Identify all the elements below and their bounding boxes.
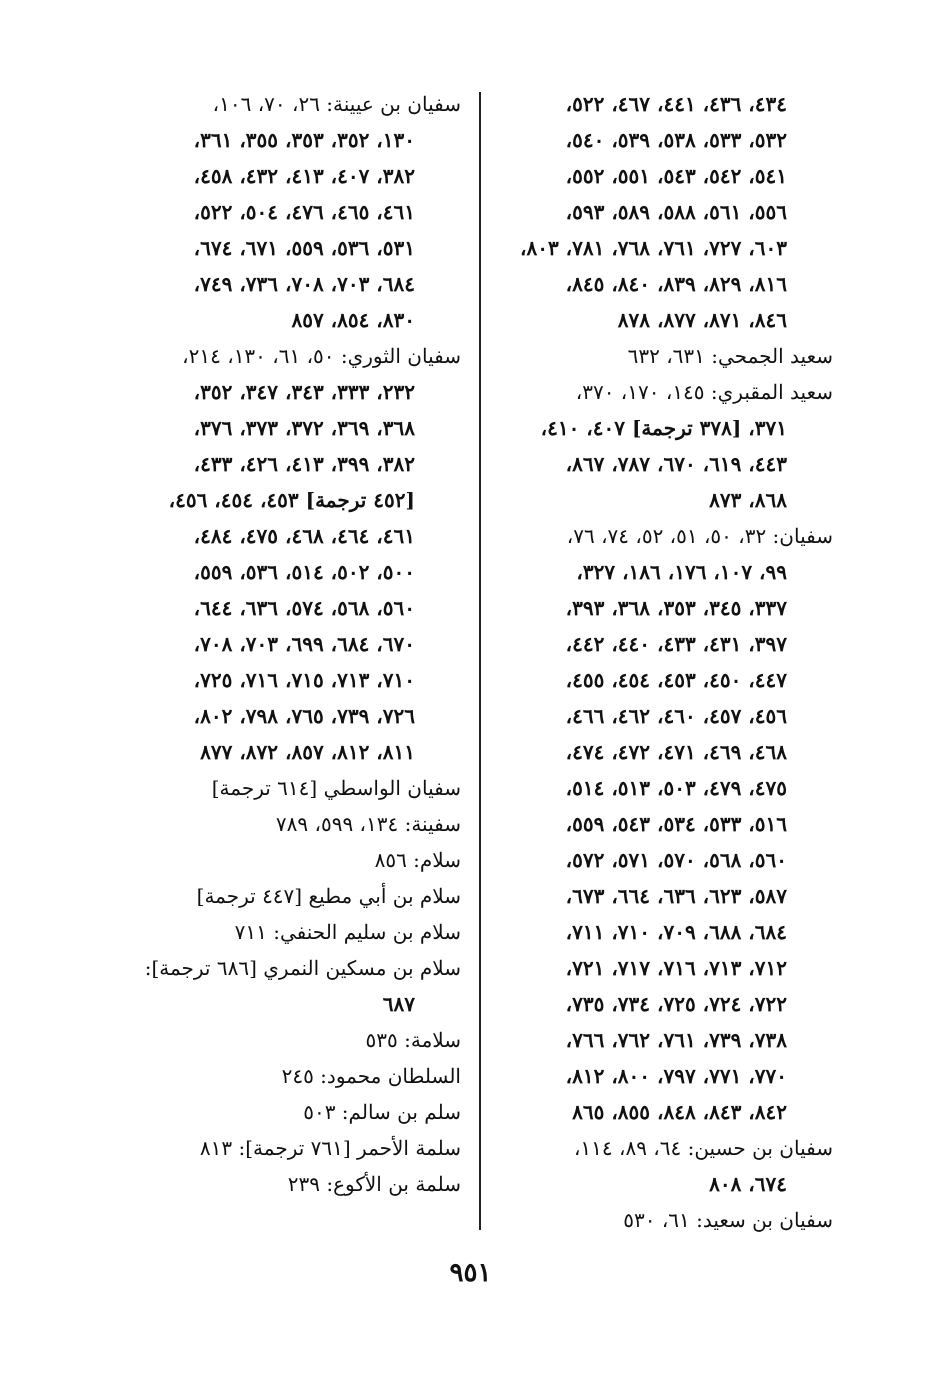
index-entry-continuation: ٤٦١، ٤٦٤، ٤٦٨، ٤٧٥، ٤٨٤، xyxy=(193,524,415,548)
index-entry-continuation: ٦٨٧ xyxy=(382,992,415,1016)
index-entry: سفيان الثوري: ٥٠، ٦١، ١٣٠، ٢١٤، xyxy=(182,344,461,368)
index-entry-continuation: ٦٧٠، ٦٨٤، ٦٩٩، ٧٠٣، ٧٠٨، xyxy=(193,632,415,656)
index-entry-continuation: ٤٤٧، ٤٥٠، ٤٥٣، ٤٥٤، ٤٥٥، xyxy=(565,668,787,692)
index-entry-continuation: ٥٣٢، ٥٣٣، ٥٣٨، ٥٣٩، ٥٤٠، xyxy=(565,128,787,152)
index-entry-continuation: ٤٤٣، ٦١٩، ٦٧٠، ٧٨٧، ٨٦٧، xyxy=(565,452,787,476)
index-entry-continuation: ٦٠٣، ٧٢٧، ٧٦١، ٧٦٨، ٧٨١، ٨٠٣، xyxy=(520,236,787,260)
index-column-left xyxy=(111,86,461,1202)
index-entry: سلام: ٨٥٦ xyxy=(374,848,461,872)
index-entry: سلام بن مسكين النمري [٦٨٦ ترجمة]: xyxy=(144,956,461,980)
index-entry: سلمة بن الأكوع: ٢٣٩ xyxy=(287,1172,461,1196)
index-entry-continuation: ٧٣٨، ٧٣٩، ٧٦١، ٧٦٢، ٧٦٦، xyxy=(565,1028,787,1052)
column-divider xyxy=(479,92,481,1230)
index-entry: سفيان بن عيينة: ٢٦، ٧٠، ١٠٦، xyxy=(212,92,461,116)
index-entry-continuation: ١٣٠، ٣٥٢، ٣٥٣، ٣٥٥، ٣٦١، xyxy=(193,128,415,152)
index-entry-continuation: ٤٣٤، ٤٣٦، ٤٤١، ٤٦٧، ٥٢٢، xyxy=(565,92,787,116)
index-entry: السلطان محمود: ٢٤٥ xyxy=(281,1064,461,1088)
index-entry: سلام بن أبي مطيع [٤٤٧ ترجمة] xyxy=(196,884,461,908)
index-entry-continuation: ٣٦٨، ٣٦٩، ٣٧٢، ٣٧٣، ٣٧٦، xyxy=(193,416,415,440)
index-entry-continuation: ٣٨٢، ٤٠٧، ٤١٣، ٤٣٢، ٤٥٨، xyxy=(193,164,415,188)
index-entry-continuation: [٤٥٢ ترجمة] ٤٥٣، ٤٥٤، ٤٥٦، xyxy=(168,488,415,512)
index-entry-continuation: ٨٤٢، ٨٤٣، ٨٤٨، ٨٥٥، ٨٦٥ xyxy=(572,1100,787,1124)
index-entry: سعيد المقبري: ١٤٥، ١٧٠، ٣٧٠، xyxy=(575,380,833,404)
index-entry-continuation: ٥٦٠، ٥٦٨، ٥٧٠، ٥٧١، ٥٧٢، xyxy=(565,848,787,872)
page-number: ٩٥١ xyxy=(449,1258,492,1288)
index-entry-continuation: ٦٨٤، ٧٠٣، ٧٠٨، ٧٣٦، ٧٤٩، xyxy=(193,272,415,296)
index-entry-continuation: ٣٨٢، ٣٩٩، ٤١٣، ٤٢٦، ٤٣٣، xyxy=(193,452,415,476)
index-entry: سفيان بن حسين: ٦٤، ٨٩، ١١٤، xyxy=(573,1136,833,1160)
index-entry-continuation: ٦٨٤، ٦٨٨، ٧٠٩، ٧١٠، ٧١١، xyxy=(565,920,787,944)
index-entry-continuation: ٧٧٠، ٧٧١، ٧٩٧، ٨٠٠، ٨١٢، xyxy=(565,1064,787,1088)
index-entry: سفيان الواسطي [٦١٤ ترجمة] xyxy=(211,776,461,800)
index-entry-continuation: ٣٧١، [٣٧٨ ترجمة] ٤٠٧، ٤١٠، xyxy=(540,416,787,440)
index-entry-continuation: ٨٣٠، ٨٥٤، ٨٥٧ xyxy=(291,308,415,332)
index-entry-continuation: ٥٣١، ٥٣٦، ٥٥٩، ٦٧١، ٦٧٤، xyxy=(193,236,415,260)
index-entry-continuation: ٣٩٧، ٤٣١، ٤٣٣، ٤٤٠، ٤٤٢، xyxy=(565,632,787,656)
index-entry-continuation: ٤٦٨، ٤٦٩، ٤٧١، ٤٧٢، ٤٧٤، xyxy=(565,740,787,764)
index-entry: سفينة: ١٣٤، ٥٩٩، ٧٨٩ xyxy=(275,812,461,836)
index-entry-continuation: ٤٧٥، ٤٧٩، ٥٠٣، ٥١٣، ٥١٤، xyxy=(565,776,787,800)
index-entry-continuation: ٤٥٦، ٤٥٧، ٤٦٠، ٤٦٢، ٤٦٦، xyxy=(565,704,787,728)
index-entry-continuation: ٤٦١، ٤٦٥، ٤٧٦، ٥٠٤، ٥٢٢، xyxy=(193,200,415,224)
index-entry-continuation: ٨١٦، ٨٢٩، ٨٣٩، ٨٤٠، ٨٤٥، xyxy=(565,272,787,296)
index-entry: سفيان: ٣٢، ٥٠، ٥١، ٥٢، ٧٤، ٧٦، xyxy=(566,524,833,548)
index-entry-continuation: ٣٣٧، ٣٤٥، ٣٥٣، ٣٦٨، ٣٩٣، xyxy=(565,596,787,620)
index-entry-continuation: ٥٦٠، ٥٦٨، ٥٧٤، ٦٣٦، ٦٤٤، xyxy=(193,596,415,620)
index-entry-continuation: ٨٦٨، ٨٧٣ xyxy=(709,488,787,512)
index-entry-continuation: ٨١١، ٨١٢، ٨٥٧، ٨٧٢، ٨٧٧ xyxy=(200,740,415,764)
index-entry-continuation: ٧١٠، ٧١٣، ٧١٥، ٧١٦، ٧٢٥، xyxy=(193,668,415,692)
index-entry-continuation: ٥١٦، ٥٣٣، ٥٣٤، ٥٤٣، ٥٥٩، xyxy=(565,812,787,836)
index-entry-continuation: ٥٥٦، ٥٦١، ٥٨٨، ٥٨٩، ٥٩٣، xyxy=(565,200,787,224)
index-entry-continuation: ٥٠٠، ٥٠٢، ٥١٤، ٥٣٦، ٥٥٩، xyxy=(193,560,415,584)
index-entry-continuation: ٦٧٤، ٨٠٨ xyxy=(709,1172,787,1196)
index-entry-continuation: ٧٢٦، ٧٣٩، ٧٦٥، ٧٩٨، ٨٠٢، xyxy=(193,704,415,728)
index-entry-continuation: ٥٤١، ٥٤٢، ٥٤٣، ٥٥١، ٥٥٢، xyxy=(565,164,787,188)
index-entry: سفيان بن سعيد: ٦١، ٥٣٠ xyxy=(623,1208,833,1232)
index-entry-continuation: ٨٤٦، ٨٧١، ٨٧٧، ٨٧٨ xyxy=(617,308,787,332)
index-column-right xyxy=(413,86,833,1238)
index-entry: سلم بن سالم: ٥٠٣ xyxy=(303,1100,461,1124)
index-entry-continuation: ٢٣٢، ٣٣٣، ٣٤٣، ٣٤٧، ٣٥٢، xyxy=(193,380,415,404)
index-entry-continuation: ٧١٢، ٧١٣، ٧١٦، ٧١٧، ٧٢١، xyxy=(565,956,787,980)
index-entry-continuation: ٩٩، ١٠٧، ١٧٦، ١٨٦، ٣٢٧، xyxy=(576,560,787,584)
index-entry: سلام بن سليم الحنفي: ٧١١ xyxy=(234,920,461,944)
index-entry: سلامة: ٥٣٥ xyxy=(365,1028,461,1052)
index-entry: سعيد الجمحي: ٦٣١، ٦٣٢ xyxy=(627,344,833,368)
index-entry-continuation: ٧٢٢، ٧٢٤، ٧٢٥، ٧٣٤، ٧٣٥، xyxy=(565,992,787,1016)
index-entry-continuation: ٥٨٧، ٦٢٣، ٦٣٦، ٦٦٤، ٦٧٣، xyxy=(565,884,787,908)
index-entry: سلمة الأحمر [٧٦١ ترجمة]: ٨١٣ xyxy=(199,1136,461,1160)
